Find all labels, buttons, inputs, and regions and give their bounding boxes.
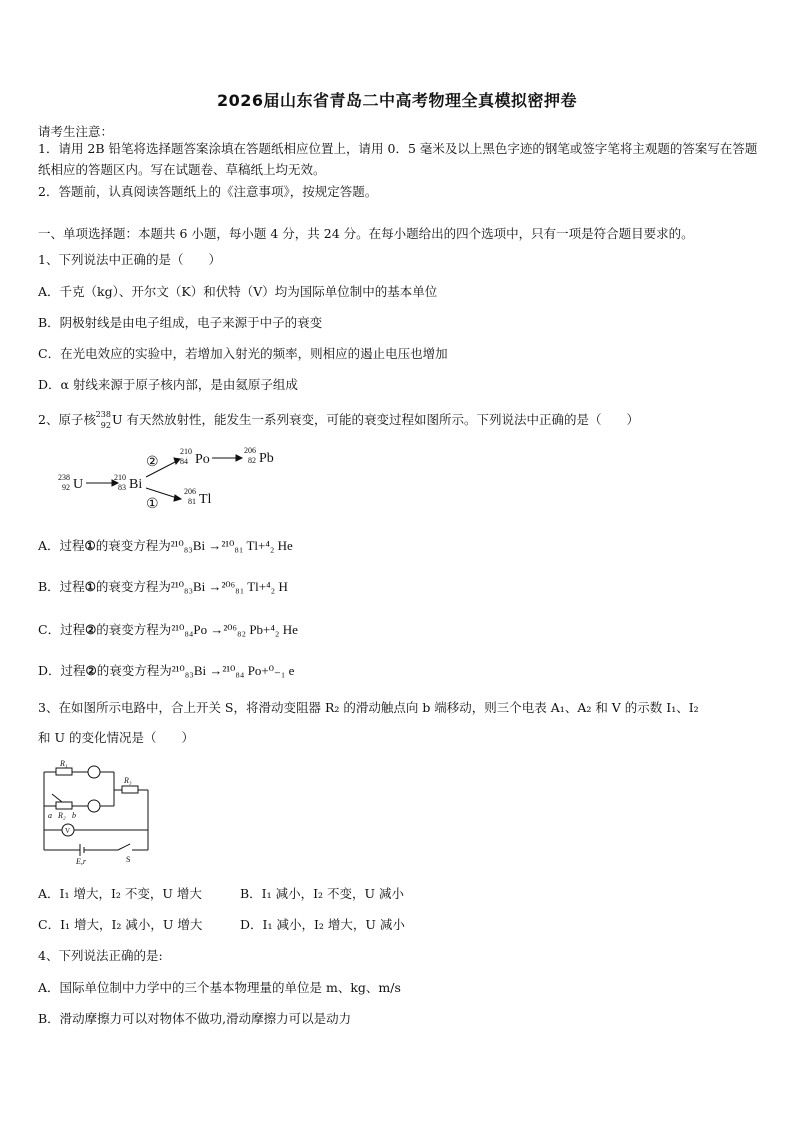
r1-label: R₁ (60, 759, 68, 768)
po-symbol: Po (195, 452, 210, 467)
q3-stem-line-2: 和 U 的变化情况是（ ） (38, 730, 194, 745)
bi-mass: 210 (114, 473, 126, 482)
q3-option-d: D．I₁ 减小，I₂ 增大，U 减小 (240, 917, 405, 932)
bi-z: 83 (118, 483, 126, 492)
r2-resistor (56, 802, 72, 809)
po-mass: 210 (180, 447, 192, 456)
s-label: S (126, 855, 131, 864)
q2-stem-post: U 有天然放射性，能发生一系列衰变，可能的衰变过程如图所示。下列说法中正确的是（ ） (111, 412, 639, 427)
arrow-bi-tl-head (174, 495, 181, 501)
q3-stem-line-1: 3、在如图所示电路中，合上开关 S，将滑动变阻器 R₂ 的滑动触点向 b 端移动，则三个电表 A₁、A₂ 和 V 的示数 I₁、I₂ (38, 700, 699, 715)
v-label: V (65, 827, 71, 835)
notice-item-2: 2．答题前，认真阅读答题纸上的《注意事项》，按规定答题。 (38, 184, 378, 199)
pb-z: 82 (248, 456, 256, 465)
u-z: 92 (62, 483, 70, 492)
arrow-po-pb-head (236, 455, 242, 461)
q2-stem-pre: 2、原子核 (38, 412, 96, 427)
r3-label: R₃ (124, 776, 132, 785)
tl-z: 81 (188, 497, 196, 506)
tl-symbol: Tl (199, 492, 212, 507)
q2-stem (38, 410, 639, 428)
path-2-label: ② (146, 455, 159, 470)
page-title: 2026届山东省青岛二中高考物理全真模拟密押卷 (216, 91, 578, 110)
q2-option-c: C．过程②的衰变方程为²¹⁰₈₄Po →²⁰⁶₈₂ Pb+⁴₂ He (38, 622, 298, 637)
decay-diagram (52, 444, 312, 526)
q2-option-b: B．过程①的衰变方程为²¹⁰₈₃Bi →²⁰⁶₈₁ Tl+⁴₂ H (38, 579, 288, 594)
q4-option-a: A．国际单位制中力学中的三个基本物理量的单位是 m、kg、m/s (38, 980, 401, 995)
switch-blade (118, 844, 130, 850)
r3-resistor (122, 786, 138, 793)
q1-option-a: A．千克（kg）、开尔文（K）和伏特（V）均为国际单位制中的基本单位 (38, 284, 438, 299)
b-label: b (72, 811, 76, 820)
notice-item-1: 1．请用 2B 铅笔将选择题答案涂填在答题纸相应位置上，请用 0．5 毫米及以上黑色字迹的钢笔或签字笔将主观题的答案写在答题纸相应的答题区内。写在试题卷、草稿纸上均无效。 (38, 141, 758, 177)
q1-option-c: C．在光电效应的实验中，若增加入射光的频率，则相应的遏止电压也增加 (38, 346, 448, 361)
pb-symbol: Pb (259, 451, 274, 466)
tl-mass: 206 (184, 487, 196, 496)
a-label: a (48, 811, 52, 820)
q1-option-b: B．阴极射线是由电子组成，电子来源于中子的衰变 (38, 315, 323, 330)
u-symbol: U (73, 477, 84, 492)
circuit-diagram (38, 758, 158, 868)
q2-option-a: A．过程①的衰变方程为²¹⁰₈₃Bi →²¹⁰₈₁ Tl+⁴₂ He (38, 538, 293, 553)
pb-mass: 206 (244, 446, 256, 455)
section-heading: 一、单项选择题：本题共 6 小题，每小题 4 分，共 24 分。在每小题给出的四个选项中，只有一项是符合题目要求的。 (38, 226, 694, 241)
r2-label: R₂ (58, 811, 66, 820)
ammeter-a2 (88, 800, 100, 812)
q4-option-b: B．滑动摩擦力可以对物体不做功,滑动摩擦力可以是动力 (38, 1011, 352, 1026)
notice-heading: 请考生注意： (38, 124, 114, 139)
u-mass: 238 (58, 473, 70, 482)
q1-stem: 1、下列说法中正确的是（ ） (38, 252, 221, 267)
q4-stem: 4、下列说法正确的是: (38, 948, 163, 963)
path-1-label: ① (146, 497, 159, 512)
q3-option-c: C．I₁ 增大，I₂ 减小，U 增大 (38, 917, 203, 932)
slider-contact (52, 794, 62, 802)
bi-symbol: Bi (129, 477, 143, 492)
q3-option-a: A．I₁ 增大，I₂ 不变，U 增大 (38, 886, 202, 901)
er-label: E,r (76, 857, 86, 866)
q3-option-b: B．I₁ 减小，I₂ 不变，U 减小 (240, 886, 405, 901)
ammeter-a1 (88, 766, 100, 778)
q1-option-d: D．α 射线来源于原子核内部，是由氦原子组成 (38, 377, 298, 392)
q2-uranium-isotope: 238 92 (95, 409, 111, 430)
q2-option-d: D．过程②的衰变方程为²¹⁰₈₃Bi →²¹⁰₈₄ Po+⁰₋₁ e (38, 663, 295, 678)
r1-resistor (56, 768, 72, 775)
po-z: 84 (180, 457, 188, 466)
